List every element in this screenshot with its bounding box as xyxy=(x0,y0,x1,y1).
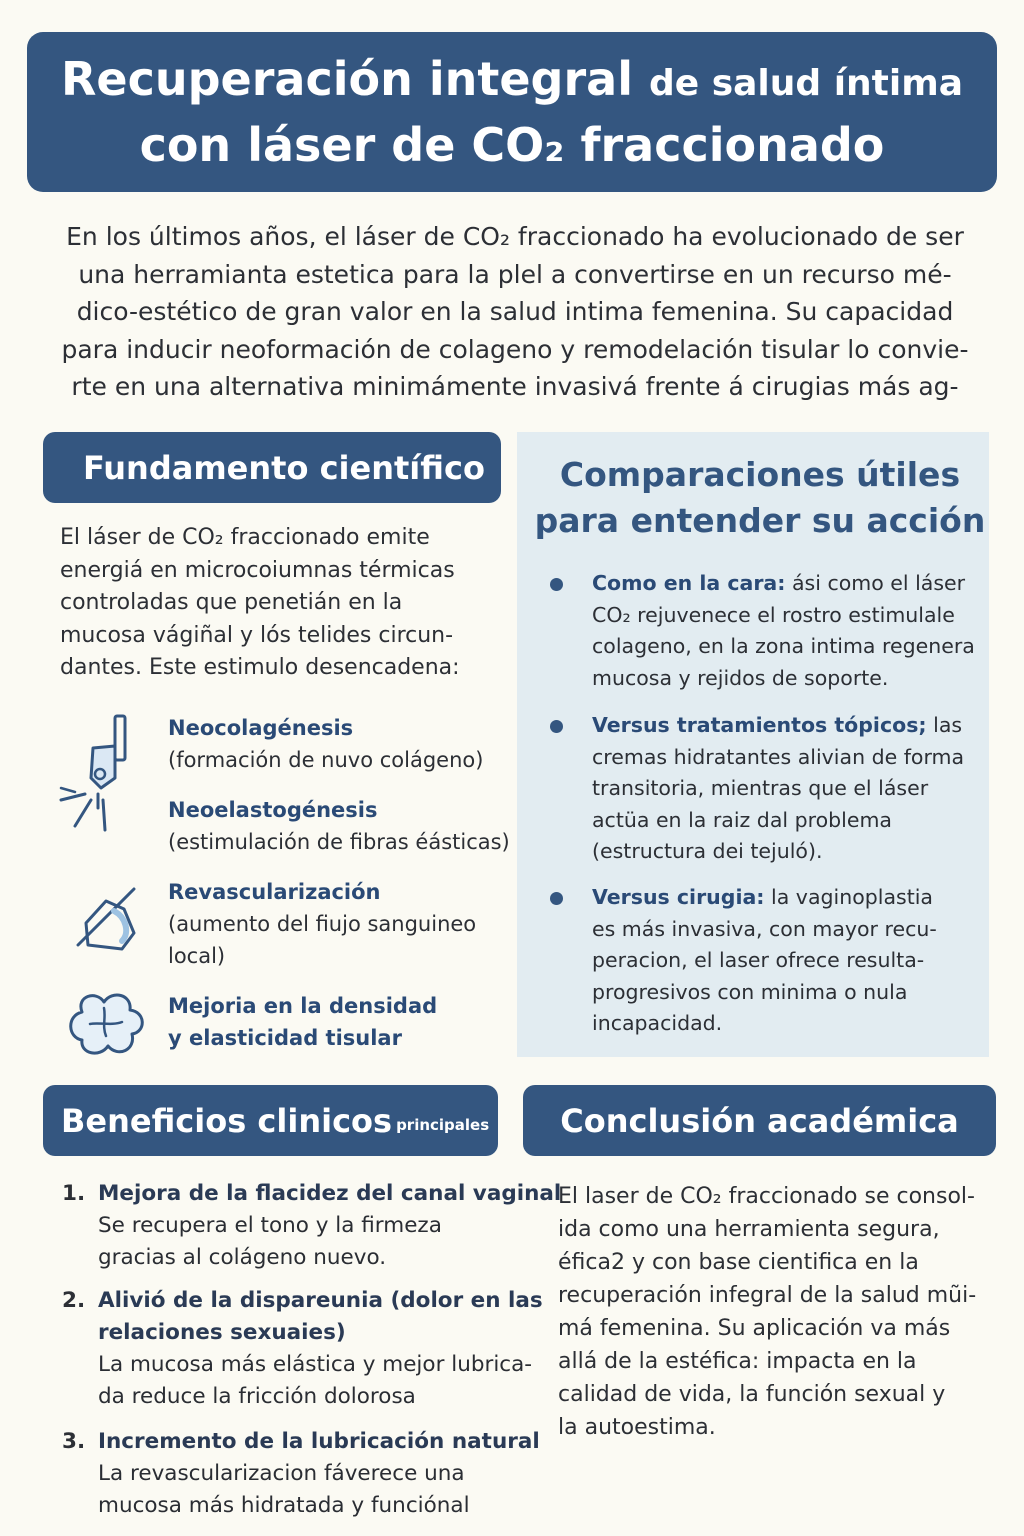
beneficio-desc: La mucosa más elástica y mejor lubrica- xyxy=(98,1352,533,1377)
feature-title: Neocolagénesis xyxy=(168,716,354,740)
comparacion-line: CO₂ rejuvenece el rostro estimulale xyxy=(592,602,955,627)
beneficio-number: 1. xyxy=(62,1181,86,1206)
beneficio-desc: da reduce la fricción dolorosa xyxy=(98,1384,416,1409)
beneficio-number: 2. xyxy=(62,1288,86,1313)
feature-title: Revascularización xyxy=(168,880,381,904)
comparacion-line: colageno, en la zona intima regenera xyxy=(592,634,975,658)
conclusion-line: recuperación infegral de la salud mũi- xyxy=(558,1283,977,1308)
intro-line: rte en una alternativa minimámente invasivá frente á cirugias más ag- xyxy=(71,372,959,401)
section-header-fundamento: Fundamento científico xyxy=(43,432,501,503)
fundamento-line: mucosa vágiñal y lós telides circun- xyxy=(60,622,454,648)
comparacion-line: (estructura dei tejuló). xyxy=(592,839,823,863)
comparacion-line: peracion, el laser ofrece resulta- xyxy=(592,948,925,972)
fundamento-line: dantes. Este estimulo desencadena: xyxy=(60,655,460,680)
intro-line: para inducir neoformación de colageno y remodelación tisular lo convie- xyxy=(61,334,969,364)
beneficio-item xyxy=(62,1178,561,1274)
comparacion-line: es más invasiva, con mayor recu- xyxy=(592,916,937,941)
feature-desc: local) xyxy=(168,944,226,968)
conclusion-line: má femenina. Su aplicación va más xyxy=(558,1316,951,1341)
bullet-icon xyxy=(550,720,563,733)
feature-title: Mejoria en la densidad xyxy=(168,994,438,1018)
comparacion-line: las xyxy=(926,713,963,737)
comparacion-item xyxy=(592,882,937,1040)
beneficios-header-small: principales xyxy=(396,1115,490,1134)
fundamento-line: El láser de CO₂ fraccionado emite xyxy=(60,525,430,550)
title-subtitle: de salud íntima xyxy=(648,62,964,104)
comparacion-lead: Versus tratamientos tópicos; xyxy=(592,713,927,737)
comparacion-lead: Versus cirugia: xyxy=(592,885,765,909)
conclusion-line: ida como una herramienta segura, xyxy=(558,1217,940,1242)
beneficio-title: Incremento de la lubricación natural xyxy=(98,1429,540,1454)
conclusion-line: calidad de vida, la función sexual y xyxy=(558,1382,946,1407)
comparacion-line: actüa en la raiz dal problema xyxy=(592,807,892,832)
beneficio-title: Alivió de la dispareunia (dolor en las xyxy=(98,1288,543,1313)
conclusion-line: la autoestima. xyxy=(558,1415,716,1440)
laser-device-icon xyxy=(55,712,135,842)
comparaciones-title xyxy=(517,452,1003,544)
comparacion-lead: Como en la cara: xyxy=(592,571,786,595)
title-main: Recuperación integral xyxy=(60,51,633,106)
fundamento-line: controladas que penetián en la xyxy=(60,590,403,615)
comparacion-line: progresivos con minima o nula xyxy=(592,979,908,1004)
beneficio-desc: mucosa más hidratada y funciónal xyxy=(98,1493,470,1518)
blood-flow-icon xyxy=(72,883,147,958)
beneficio-desc: gracias al colágeno nuevo. xyxy=(98,1245,387,1270)
comparacion-item xyxy=(592,710,964,868)
feature-desc: (aumento del fiujo sanguineo xyxy=(168,912,477,936)
feature-title: Neoelastogénesis xyxy=(168,798,378,822)
title-banner xyxy=(27,32,997,192)
comparaciones-title-line: para entender su acción xyxy=(534,501,986,540)
conclusion-line: éfica2 y con base cientifica en la xyxy=(558,1250,919,1275)
feature-revascularizacion xyxy=(168,876,476,972)
intro-line: una herramianta estetica para la plel a convertirse en un recurso mé- xyxy=(78,259,952,289)
conclusion-line: allá de la estéfica: impacta en la xyxy=(558,1349,917,1374)
feature-title: y elasticidad tisular xyxy=(168,1026,402,1050)
feature-densidad xyxy=(168,990,437,1054)
page-title-line1 xyxy=(27,49,997,114)
comparacion-line: mucosa y rejidos de soporte. xyxy=(592,665,889,690)
beneficio-title: Mejora de la flacidez del canal vaginal xyxy=(98,1181,562,1206)
conclusion-line: El laser de CO₂ fraccionado se consol- xyxy=(558,1184,975,1209)
comparacion-line: ási como el láser xyxy=(785,571,966,595)
intro-line: En los últimos años, el láser de CO₂ fraccionado ha evolucionado de ser xyxy=(66,222,964,251)
section-header-conclusion: Conclusión académica xyxy=(523,1085,996,1156)
comparaciones-title-line: Comparaciones útiles xyxy=(559,455,961,494)
bullet-icon xyxy=(550,578,563,591)
comparacion-line: cremas hidratantes alivian de forma xyxy=(592,744,965,769)
comparacion-line: incapacidad. xyxy=(592,1011,723,1035)
beneficio-desc: La revascularizacion fáverece una xyxy=(98,1461,465,1486)
comparacion-line: transitoria, mientras que el láser xyxy=(592,776,929,800)
comparacion-line: la vaginoplastia xyxy=(764,885,933,909)
beneficio-number: 3. xyxy=(62,1429,86,1454)
feature-neoelastogenesis xyxy=(168,794,510,858)
feature-neocolagenesis xyxy=(168,712,483,776)
section-header-beneficios xyxy=(43,1085,498,1156)
feature-desc: (formación de nuvo colágeno) xyxy=(168,748,484,772)
beneficio-item xyxy=(62,1426,540,1522)
feature-desc: (estimulación de fibras éásticas) xyxy=(168,830,510,854)
tissue-icon xyxy=(62,988,152,1063)
beneficio-desc: Se recupera el tono y la firmeza xyxy=(98,1213,442,1238)
page-title-line2: con láser de CO₂ fraccionado xyxy=(139,117,885,172)
beneficios-header-main: Beneficios clinicos xyxy=(61,1101,393,1140)
intro-paragraph xyxy=(60,218,970,406)
comparacion-item xyxy=(592,568,975,694)
fundamento-text xyxy=(60,522,460,685)
bullet-icon xyxy=(550,892,563,905)
beneficio-title: relaciones sexuaies) xyxy=(98,1320,346,1345)
conclusion-text xyxy=(558,1180,976,1444)
beneficio-item xyxy=(62,1285,543,1413)
intro-line: dico-estético de gran valor en la salud intima femenina. Su capacidad xyxy=(76,297,954,326)
fundamento-line: energiá en microcoiumnas térmicas xyxy=(60,557,455,583)
